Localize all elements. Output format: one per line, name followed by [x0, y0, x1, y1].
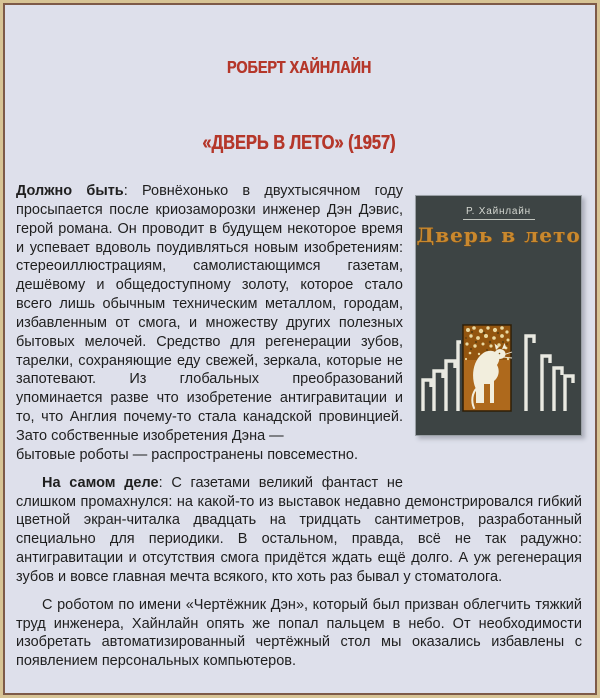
- paragraph-should-be-lead: Должно быть: [16, 183, 124, 199]
- cover-title-text: Дверь в лето: [416, 223, 581, 247]
- paragraph-in-reality-text: : С газетами великий фантаст не слишком промахнулся: на какой-то из выставок недавно демонстрировался гибкий цветной экран-читалка двадцать на тридцать сантиметров, разработанный специально для периодики. В остальном, правда, всё не так радужно: антигравитации и отсутствия смога придётся ждать ещё долго. А уж регенерация зубов и вовсе главная мечта всякого, кто хоть раз бывал у стоматолога.: [16, 474, 582, 585]
- paragraph-in-reality: [16, 474, 582, 587]
- book-title-heading: [16, 132, 582, 155]
- book-cover-image: [415, 195, 582, 436]
- article-body: [16, 182, 582, 671]
- paragraph-should-be-lastline: бытовые роботы — распространены повсеместно.: [16, 446, 358, 463]
- door-frames-right-icon: [526, 336, 573, 411]
- author-heading-text: РОБЕРТ ХАЙНЛАЙН: [226, 57, 372, 77]
- page-frame: [3, 3, 597, 695]
- cover-art-illustration: [416, 196, 581, 435]
- paragraph-robot: [16, 596, 582, 671]
- cover-author-text: Р. Хайнлайн: [466, 206, 531, 217]
- author-heading: [16, 57, 582, 78]
- paragraph-should-be-text: : Ровнёхонько в двухтысячном году просыпается после криозаморозки инженер Дэн Дэвис, герой романа. Он проводит в будущем некоторое время и успевает вдоволь поудивляться новым изобретениям: стереоиллюстрациям, самолистающимся газетам, дешёвому и общедоступному золоту, которое стало всего лишь обычным техническим металлом, городам, избавленным от смога, и множеству других полезных бытовых мелочей. Средство для регенерации зубов, тарелки, сохраняющие еду свежей, зеркала, которые не запотевают. Из глобальных преобразований упоминается разве что изобретение антигравитации и то, что Англия почему-то стала канадской провинцией. Зато собственные изобретения Дэна —: [16, 183, 403, 444]
- door-frames-left-icon: [423, 342, 461, 411]
- paragraph-robot-text: С роботом по имени «Чертёжник Дэн», который был призван облегчить тяжкий труд инженера, Хайнлайн опять же попал пальцем в небо. От необходимости изобретать автоматизированный чертёжный стол мы оказались избавлены с появлением персональных компьютеров.: [16, 596, 582, 670]
- book-title-heading-text: «ДВЕРЬ В ЛЕТО» (1957): [202, 132, 396, 154]
- paragraph-in-reality-lead: На самом деле: [42, 474, 159, 491]
